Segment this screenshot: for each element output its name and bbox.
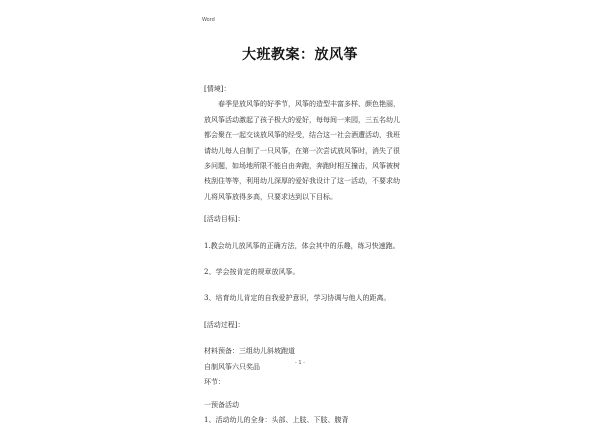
step-one-item: 1、活动幼儿的全身：头部、上肢、下肢、腹背 bbox=[204, 415, 349, 424]
kites-line: 自制风筝六只奖品 bbox=[204, 362, 260, 371]
goal-item: 1.教会幼儿放风筝的正确方法，体会其中的乐趣，练习快速跑。 bbox=[204, 241, 400, 250]
goal-item: 2、学会按肯定的规章放风筝。 bbox=[204, 268, 300, 277]
document-title: 大班教案：放风筝 bbox=[242, 47, 358, 63]
step-one-heading: 一预备活动 bbox=[204, 400, 239, 409]
goal-item: 3、培育幼儿肯定的自我爱护意识，学习协调与他人的距离。 bbox=[204, 294, 391, 303]
steps-label: 环节： bbox=[204, 378, 225, 387]
process-heading: [活动过程]： bbox=[204, 320, 245, 329]
document-body bbox=[204, 82, 400, 428]
situation-paragraph: 春季是放风筝的好季节，风筝的造型丰富多样、颜色艳丽，放风筝活动激起了孩子极大的爱好，每每间一来园，三五名幼儿都会聚在一起交谈放风筝的经受，结合这一社会酒遭活动，我班请幼儿每人自制了一只风筝，在第一次尝试放风筝时，消失了很多问题，如场地所限不能自由奔跑，奔跑时相互撞击，风筝被树枝刮住等等，利用幼儿深厚的爱好我设计了这一活动，不要求幼儿将风筝放得多高，只要求达到以下目标。 bbox=[204, 100, 400, 201]
materials-line: 材料预备：三组幼儿斜坡跑道 bbox=[204, 347, 295, 356]
header-app-tag: Word bbox=[202, 17, 215, 23]
page-number: - 1 - bbox=[295, 360, 305, 366]
goals-heading: [活动目标]： bbox=[204, 215, 245, 224]
situation-heading: [情境]： bbox=[204, 85, 231, 93]
